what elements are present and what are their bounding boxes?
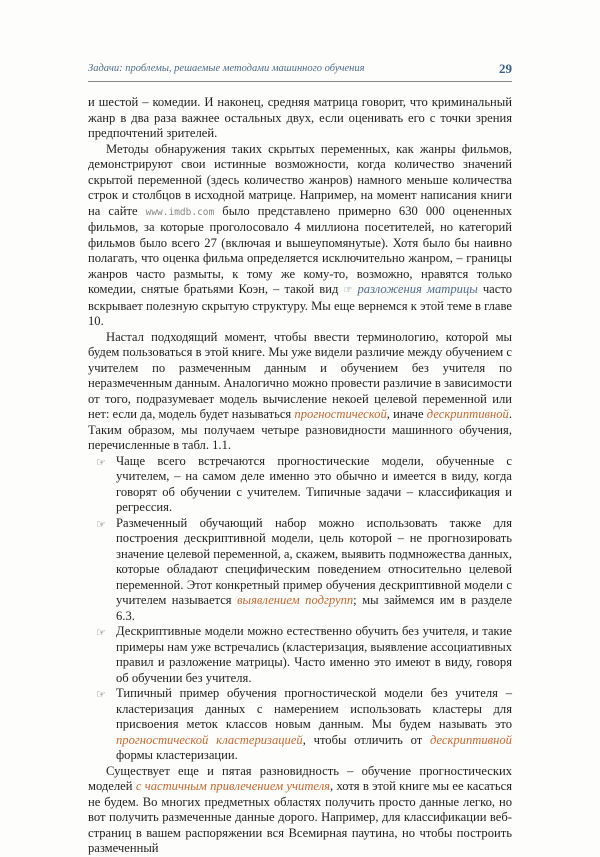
paragraph-2-text-a: Методы обнаружения таких скрытых переменных, как жанры фильмов, демонстрируют свои истинные возможности, когда количество значений скрытой переменной (здесь количество жанров) намного меньше количества строк и столбцов в исходной матрице. Например, на момент написания книги на сайте — [88, 141, 512, 218]
paragraph-2-text-c: часто вскрывает полезную скрытую структуру. Мы еще вернемся к этой теме в главе 10. — [88, 282, 512, 328]
pointing-hand-icon: ☞ — [96, 517, 106, 531]
page-number: 29 — [499, 61, 512, 76]
term-descriptive-clustering: дескриптивной — [429, 732, 512, 747]
pointing-hand-icon: ☞ — [96, 688, 106, 701]
bullet-list — [88, 454, 512, 764]
pointing-hand-icon: ☞ — [96, 455, 106, 469]
running-head — [88, 63, 512, 82]
paragraph-3-text-b: , иначе — [386, 407, 424, 421]
paragraph-1: и шестой – комедии. И наконец, средняя матрица говорит, что криминальный жанр в два раза важнее остальных двух, если оценивать его с точки зрения предпочтений зрителей. — [88, 95, 512, 140]
term-predictive-clustering: прогностической кластеризацией — [116, 732, 303, 747]
url-imdb[interactable]: www.imdb.com — [145, 206, 215, 218]
paragraph-4-text-b: , хотя в этой книге мы ее касаться не будем. Во многих предметных областях получить просто данные легко, но вот получить размеченные данные дорого. Например, для классификации веб-страниц в вашем распоряжении вся Всемирная паутина, но чтобы построить размеченный — [88, 779, 512, 855]
paragraph-4-text-a: Существует еще и пятая разновидность – обучение прогностических моделей — [88, 763, 512, 793]
paragraph-3 — [88, 330, 512, 454]
bullet-4-text-a: Типичный пример обучения прогностической модели без учителя – кластеризация данных с намерением использовать кластеры для присвоения меток классов новым данным. Мы будем называть это — [116, 686, 512, 731]
paragraph-3-text-c: . Таким образом, мы получаем четыре разновидности машинного обучения, перечисленные в табл. 1.1. — [88, 407, 512, 452]
list-item — [96, 624, 512, 686]
term-predictive: прогностической — [294, 407, 387, 421]
paragraph-3-text-a: Настал подходящий момент, чтобы ввести терминологию, которой мы будем пользоваться в этой книге. Мы уже видели различие между обучением с учителем по размеченным данным и обучением без учителя по неразмеченным данным. Аналогично можно провести различие в зависимости от того, подразумевает модель вычисление некоей целевой переменной или нет: если да, модель будет называться — [88, 329, 512, 421]
paragraph-2 — [88, 142, 512, 330]
term-subgroup-discovery: выявлением подгрупп — [237, 593, 354, 607]
paragraph-4 — [88, 764, 512, 857]
term-descriptive: дескриптивной — [426, 407, 509, 421]
chapter-title: Задачи: проблемы, решаемые методами машинного обучения — [88, 63, 365, 74]
term-semi-supervised: с частичным привлечением учителя — [135, 779, 331, 793]
paragraph-2-text-b: было представлено примерно 630 000 оцененных фильмов, за которые проголосовало 4 миллиона посетителей, но категорий фильмов было всего 27 (включая и вышеупомянутые). Хотя было бы наивно полагать, что оценка фильма определяется исключительно жанром, – границы жанров часто размыты, к тому же кому-то, возможно, нравятся только комедии, снятые братьями Коэн, – такой вид — [88, 203, 512, 296]
pointing-hand-icon: ☞ — [343, 285, 353, 296]
xref-matrix-decomposition[interactable]: разложения матрицы — [357, 282, 478, 296]
bullet-2-text-b: ; мы займемся им в разделе 6.3. — [116, 593, 512, 623]
list-item — [96, 515, 512, 625]
bullet-3-text: Дескриптивные модели можно естественно обучить без учителя, и такие примеры нам уже встречались (кластеризация, выявление ассоциативных правил и разложение матрицы). Часто именно это имеют в виду, говоря об обучении без учителя. — [116, 624, 512, 685]
pointing-hand-icon: ☞ — [96, 626, 106, 639]
bullet-1-text: Чаще всего встречаются прогностические модели, обученные с учителем, – на самом деле именно это обычно и имеется в виду, когда говорят об обучении с учителем. Типичные задачи – классификация и регрессия. — [116, 453, 512, 514]
list-item — [96, 453, 512, 516]
bullet-4-text-c: формы кластеризации. — [116, 748, 238, 762]
page-body — [88, 95, 512, 857]
bullet-4-text-b: , чтобы отличить от — [302, 732, 423, 747]
bullet-2-text-a: Размеченный обучающий набор можно использовать также для построения дескриптивной модели, цель которой – не прогнозировать значение целевой переменной, а, скажем, выявить подмножества данных, которые обладают специфическим поведением относительно целевой переменной. Этот конкретный пример обучения дескриптивной модели с учителем называется — [116, 515, 512, 607]
list-item — [96, 686, 512, 764]
